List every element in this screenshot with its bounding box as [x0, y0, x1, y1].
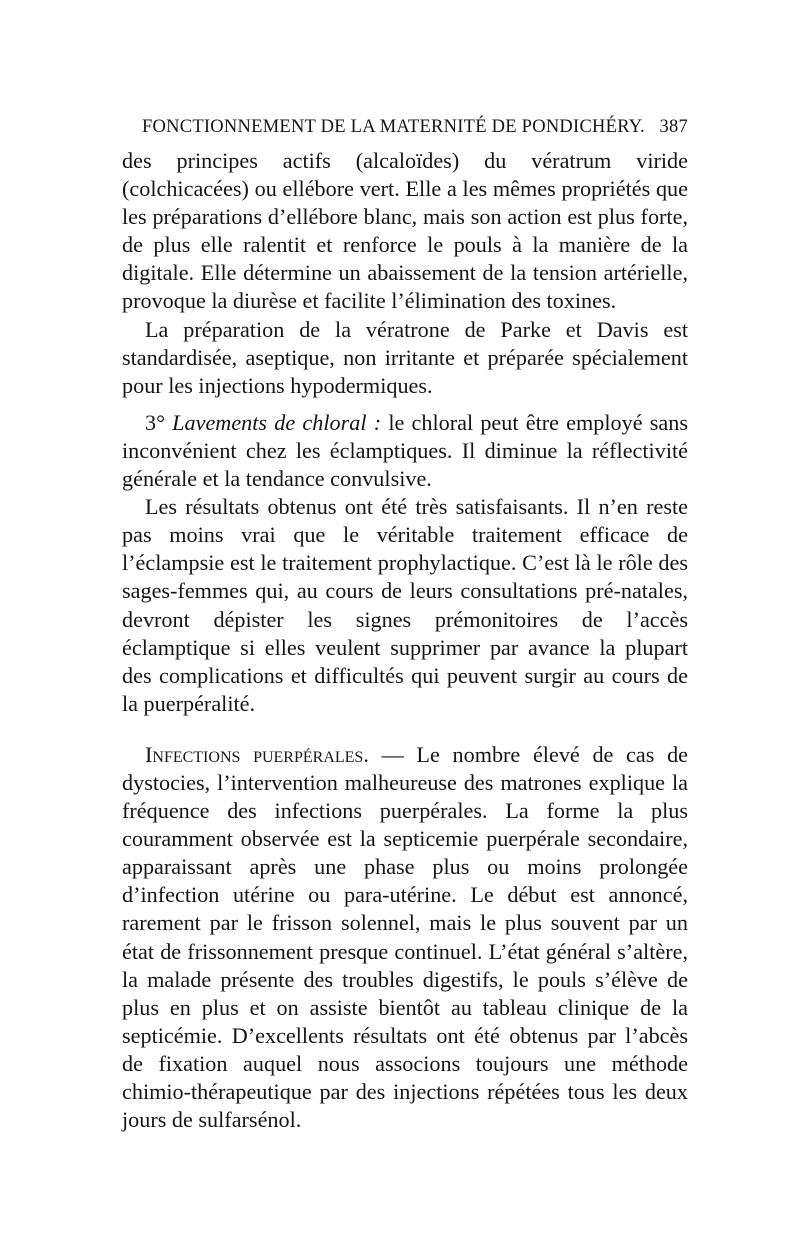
body-text	[122, 147, 688, 1134]
paragraph-results: Les résultats obtenus ont été très satisfaisants. Il n’en reste pas moins vrai que le véritable traitement efficace de l’éclampsie est le traitement prophylactique. C’est là le rôle des sages-femmes qui, au cours de leurs consultations pré-natales, devront dépister les signes prémonitoires de l’accès éclamptique si elles veulent supprimer par avance la plupart des complications et difficultés qui peuvent surgir au cours de la puerpéralité.	[122, 494, 688, 716]
paragraph-infections	[122, 741, 688, 1134]
subsection-heading-chloral: Lavements de chloral :	[172, 409, 382, 435]
running-header	[142, 114, 688, 140]
paragraph-chloral-text: le chloral peut être employé sans inconvénient chez les éclamptiques. Il diminue la réflectivité générale et la tendance convulsive.	[122, 409, 688, 492]
paragraph-veratrone-continuation: des principes actifs (alcaloïdes) du vératrum viride (colchicacées) ou ellébore vert. Elle a les mêmes propriétés que les préparations d’ellébore blanc, mais son action est plus forte, de plus elle ralentit et renforce le pouls à la manière de la digitale. Elle détermine un abaissement de la tension artérielle, provoque la diurèse et facilite l’élimination des toxines.	[122, 148, 688, 314]
paragraph-parke-davis: La préparation de la vératrone de Parke et Davis est standardisée, aseptique, non irritante et préparée spécialement pour les injections hypodermiques.	[122, 316, 688, 398]
page-number: 387	[659, 117, 688, 137]
section-heading-infections: Infections puerpérales.	[145, 741, 369, 767]
list-number: 3°	[145, 409, 165, 435]
running-head-title: FONCTIONNEMENT DE LA MATERNITÉ DE PONDICHÉRY.	[142, 117, 645, 137]
paragraph-chloral	[122, 409, 688, 493]
paragraph-infections-text: — Le nombre élevé de cas de dystocies, l’intervention malheureuse des matrones explique la fréquence des infections puerpérales. La forme la plus couramment observée est la septicemie puerpérale secondaire, apparaissant après une phase plus ou moins prolongée d’infection utérine ou para-utérine. Le début est annoncé, rarement par le frisson solennel, mais le plus souvent par un état de frissonnement presque continuel. L’état général s’altère, la malade présente des troubles digestifs, le pouls s’élève de plus en plus et on assiste bientôt au tableau clinique de la septicémie. D’excellents résultats ont été obtenus par l’abcès de fixation auquel nous associons toujours une méthode chimio-thérapeutique par des injections répétées tous les deux jours de sulfarsénol.	[122, 741, 689, 1133]
